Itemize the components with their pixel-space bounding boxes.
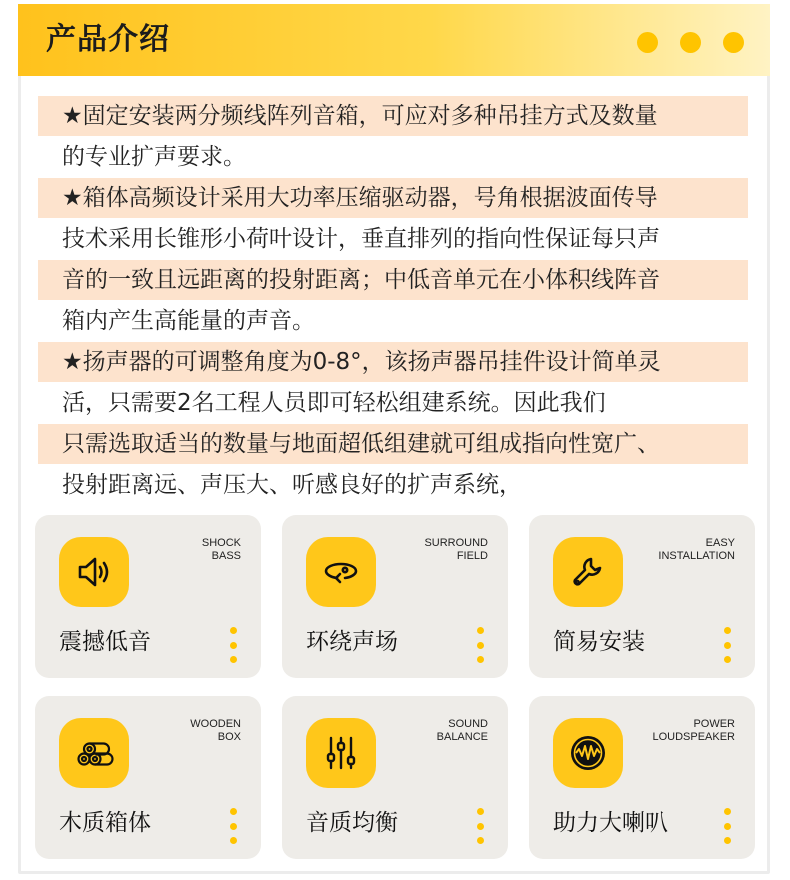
intro-line: ★固定安装两分频线阵列音箱，可应对多种吊挂方式及数量	[38, 96, 748, 136]
section-header	[18, 4, 770, 76]
feature-title: 音质均衡	[306, 810, 398, 836]
header-dot	[637, 32, 658, 53]
feature-en-label: SURROUND FIELD	[424, 537, 488, 562]
intro-text	[38, 96, 748, 506]
intro-line: 技术采用长锥形小荷叶设计，垂直排列的指向性保证每只声	[62, 226, 660, 252]
feature-en-label: SOUND BALANCE	[436, 718, 488, 743]
more-options-icon[interactable]	[723, 808, 731, 844]
intro-line: 箱内产生高能量的声音。	[62, 308, 315, 334]
surround-icon	[306, 537, 376, 607]
wrench-icon	[553, 537, 623, 607]
header-dot	[680, 32, 701, 53]
feature-en-label: WOODEN BOX	[190, 718, 241, 743]
more-options-icon[interactable]	[229, 808, 237, 844]
more-options-icon[interactable]	[229, 627, 237, 663]
feature-en-label: POWER LOUDSPEAKER	[652, 718, 735, 743]
header-dots	[637, 32, 744, 53]
feature-title: 简易安装	[553, 629, 645, 655]
more-options-icon[interactable]	[476, 627, 484, 663]
feature-card-sound-balance[interactable]	[282, 696, 508, 859]
feature-en-label: SHOCK BASS	[201, 537, 241, 562]
loudspeaker-icon	[553, 718, 623, 788]
section-title: 产品介绍	[46, 22, 170, 57]
feature-card-surround-field[interactable]	[282, 515, 508, 678]
intro-line: 投射距离远、声压大、听感良好的扩声系统，	[62, 472, 522, 498]
more-options-icon[interactable]	[476, 808, 484, 844]
feature-card-power-loudspeaker[interactable]	[529, 696, 755, 859]
wood-logs-icon	[59, 718, 129, 788]
more-options-icon[interactable]	[723, 627, 731, 663]
feature-card-shock-bass[interactable]	[35, 515, 261, 678]
intro-line: 的专业扩声要求。	[62, 144, 246, 170]
feature-en-label: EASY INSTALLATION	[658, 537, 735, 562]
equalizer-icon	[306, 718, 376, 788]
feature-card-easy-installation[interactable]	[529, 515, 755, 678]
feature-title: 震撼低音	[59, 629, 151, 655]
feature-title: 木质箱体	[59, 810, 151, 836]
intro-line: ★扬声器的可调整角度为0-8°，该扬声器吊挂件设计简单灵	[38, 342, 748, 382]
intro-line: 活，只需要2名工程人员即可轻松组建系统。因此我们	[62, 390, 606, 416]
feature-title: 助力大喇叭	[553, 810, 668, 836]
feature-title: 环绕声场	[306, 629, 398, 655]
feature-card-wooden-box[interactable]	[35, 696, 261, 859]
speaker-icon	[59, 537, 129, 607]
intro-line: ★箱体高频设计采用大功率压缩驱动器，号角根据波面传导	[38, 178, 748, 218]
header-dot	[723, 32, 744, 53]
intro-line: 音的一致且远距离的投射距离；中低音单元在小体积线阵音	[38, 260, 748, 300]
intro-line: 只需选取适当的数量与地面超低组建就可组成指向性宽广、	[38, 424, 748, 464]
